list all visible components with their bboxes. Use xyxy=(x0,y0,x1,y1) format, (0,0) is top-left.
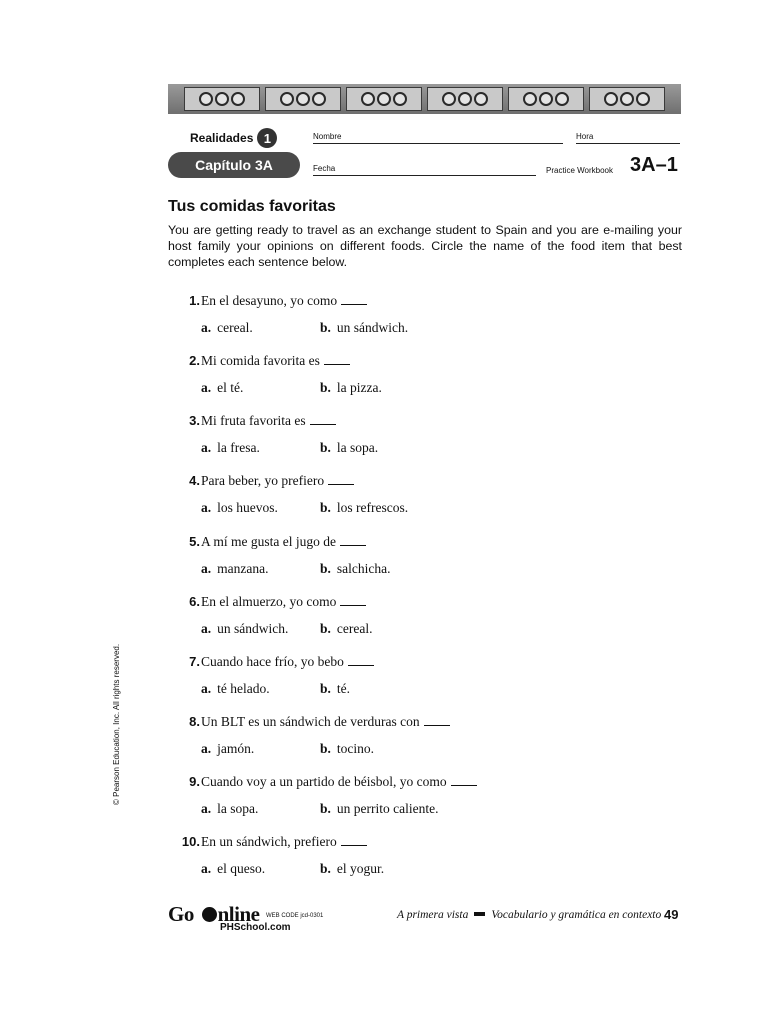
banner-ornament xyxy=(184,87,260,111)
option-a[interactable]: a. la sopa. xyxy=(201,801,259,816)
dash-separator xyxy=(474,912,485,916)
question-item xyxy=(168,774,668,830)
option-a[interactable]: a. los huevos. xyxy=(201,500,278,515)
question-item xyxy=(168,714,668,770)
answer-blank xyxy=(348,655,374,666)
go-online-text: Go nline xyxy=(168,902,260,926)
option-a[interactable]: a. cereal. xyxy=(201,320,253,335)
answer-blank xyxy=(341,835,367,846)
question-text: A mí me gusta el jugo de xyxy=(201,534,336,549)
hour-field[interactable] xyxy=(576,143,680,144)
question-number: 4. xyxy=(189,473,200,488)
question-number: 6. xyxy=(189,594,200,609)
option-b[interactable]: b. la sopa. xyxy=(320,440,379,455)
workbook-number: 3A–1 xyxy=(630,154,678,176)
book-title xyxy=(397,909,661,921)
phschool-link[interactable]: PHSchool.com xyxy=(220,922,291,933)
option-a[interactable]: a. jamón. xyxy=(201,741,255,756)
name-field[interactable] xyxy=(313,143,563,144)
question-number: 5. xyxy=(189,534,200,549)
hour-label: Hora xyxy=(576,132,594,141)
question-item xyxy=(168,834,668,890)
question-number: 2. xyxy=(189,353,200,368)
option-b[interactable]: b. salchicha. xyxy=(320,561,391,576)
question-item xyxy=(168,413,668,469)
option-b[interactable]: b. los refrescos. xyxy=(320,500,409,515)
answer-blank xyxy=(424,715,450,726)
go-online-logo[interactable] xyxy=(168,902,291,933)
option-a[interactable]: a. un sándwich. xyxy=(201,621,289,636)
question-item xyxy=(168,654,668,710)
banner-ornament xyxy=(346,87,422,111)
globe-icon xyxy=(202,907,217,922)
banner-ornament xyxy=(265,87,341,111)
workbook-label: Practice Workbook xyxy=(546,166,613,175)
banner-ornament xyxy=(427,87,503,111)
answer-blank xyxy=(328,474,354,485)
option-b[interactable]: b. un perrito caliente. xyxy=(320,801,439,816)
option-b[interactable]: b. un sándwich. xyxy=(320,320,409,335)
date-field[interactable] xyxy=(313,175,536,176)
option-a[interactable]: a. el queso. xyxy=(201,861,266,876)
series-badge xyxy=(190,128,277,148)
question-text: En un sándwich, prefiero xyxy=(201,834,337,849)
question-item xyxy=(168,353,668,409)
question-number: 7. xyxy=(189,654,200,669)
answer-blank xyxy=(340,535,366,546)
level-number: 1 xyxy=(257,128,277,148)
option-b[interactable]: b. el yogur. xyxy=(320,861,385,876)
option-a[interactable]: a. la fresa. xyxy=(201,440,260,455)
activity-title: Tus comidas favoritas xyxy=(168,198,336,215)
question-text: Mi fruta favorita es xyxy=(201,413,306,428)
banner-ornament xyxy=(508,87,584,111)
question-text: En el desayuno, yo como xyxy=(201,293,338,308)
page-number: 49 xyxy=(664,907,679,922)
book-title-main: A primera vista xyxy=(397,909,469,921)
option-b[interactable]: b. té. xyxy=(320,681,351,696)
option-a[interactable]: a. té helado. xyxy=(201,681,270,696)
question-text: Un BLT es un sándwich de verduras con xyxy=(201,714,420,729)
answer-blank xyxy=(324,354,350,365)
banner-ornament xyxy=(589,87,665,111)
question-text: Para beber, yo prefiero xyxy=(201,473,325,488)
option-b[interactable]: b. cereal. xyxy=(320,621,373,636)
answer-blank xyxy=(310,414,336,425)
question-text: Cuando hace frío, yo bebo xyxy=(201,654,344,669)
question-item xyxy=(168,594,668,650)
question-number: 10. xyxy=(181,834,200,849)
question-item xyxy=(168,473,668,529)
decorative-banner xyxy=(168,84,681,114)
web-code: WEB CODE jcd-0301 xyxy=(266,913,324,919)
question-text: Mi comida favorita es xyxy=(201,353,320,368)
option-a[interactable]: a. manzana. xyxy=(201,561,269,576)
option-a[interactable]: a. el té. xyxy=(201,380,244,395)
question-number: 8. xyxy=(189,714,200,729)
activity-instructions: You are getting ready to travel as an exchange student to Spain and you are e-mailing your host family your opinions on different foods. Circle the name of the food item that best completes each sentence below. xyxy=(168,223,682,269)
copyright-notice: © Pearson Education, Inc. All rights reserved. xyxy=(112,643,121,805)
question-number: 9. xyxy=(189,774,200,789)
question-number: 3. xyxy=(189,413,200,428)
date-label: Fecha xyxy=(313,164,336,173)
series-label: Realidades xyxy=(190,131,254,145)
answer-blank xyxy=(340,595,366,606)
question-text: En el almuerzo, yo como xyxy=(201,594,337,609)
chapter-pill: Capítulo 3A xyxy=(168,152,300,178)
name-label: Nombre xyxy=(313,132,342,141)
question-number: 1. xyxy=(189,293,200,308)
book-subtitle: Vocabulario y gramática en contexto xyxy=(491,909,662,921)
question-item xyxy=(168,293,668,349)
answer-blank xyxy=(341,294,367,305)
option-b[interactable]: b. tocino. xyxy=(320,741,375,756)
option-b[interactable]: b. la pizza. xyxy=(320,380,382,395)
question-text: Cuando voy a un partido de béisbol, yo como xyxy=(201,774,447,789)
answer-blank xyxy=(451,775,477,786)
question-item xyxy=(168,534,668,590)
